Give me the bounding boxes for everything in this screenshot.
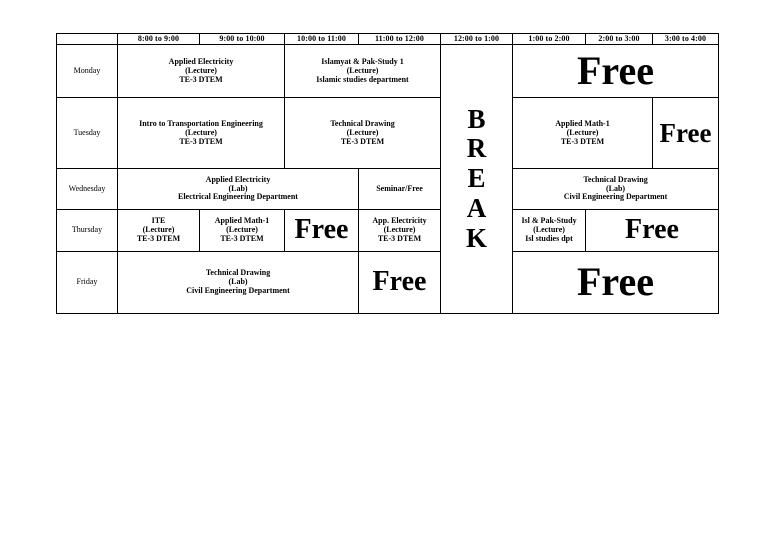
day-wednesday: Wednesday	[57, 169, 118, 209]
course-type: (Lecture)	[383, 224, 416, 234]
tue-technical-drawing	[285, 98, 441, 169]
course-name: Technical Drawing	[330, 119, 395, 129]
course-location: TE-3 DTEM	[340, 136, 385, 146]
day-thursday: Thursday	[57, 209, 118, 251]
course-name: Applied Electricity	[168, 56, 234, 66]
course-name: Technical Drawing	[583, 174, 648, 184]
course-location: TE-3 DTEM	[136, 233, 181, 243]
course-location: Electrical Engineering Department	[178, 192, 298, 202]
thu-app-electricity	[359, 209, 441, 251]
row-thursday	[57, 209, 719, 251]
timetable	[56, 33, 719, 314]
mon-islamiyat	[285, 45, 441, 98]
mon-applied-electricity	[118, 45, 285, 98]
header-12-1: 12:00 to 1:00	[441, 34, 513, 45]
course-type: (Lecture)	[346, 127, 379, 137]
thu-applied-math	[200, 209, 285, 251]
header-9-10: 9:00 to 10:00	[200, 34, 285, 45]
course-type: (Lecture)	[226, 224, 258, 234]
course-type: (Lecture)	[142, 224, 175, 234]
course-type: (Lecture)	[566, 127, 599, 137]
header-8-9: 8:00 to 9:00	[118, 34, 200, 45]
break-column	[441, 45, 513, 314]
course-type: (Lecture)	[185, 65, 217, 75]
course-location: TE-3 DTEM	[560, 136, 605, 146]
wed-applied-electricity-lab	[118, 169, 359, 209]
course-name: Applied Electricity	[205, 174, 271, 184]
row-tuesday	[57, 98, 719, 169]
day-monday: Monday	[57, 45, 118, 98]
row-monday	[57, 45, 719, 98]
header-3-4: 3:00 to 4:00	[653, 34, 719, 45]
tue-intro-transportation	[118, 98, 285, 169]
break-letter: R	[466, 133, 487, 164]
course-name: ITE	[151, 215, 166, 225]
thu-isl-pak-study	[513, 209, 586, 251]
thu-ite	[118, 209, 200, 251]
course-name: Applied Math-1	[214, 215, 270, 225]
thu-free-morning: Free	[285, 209, 359, 251]
course-location: Civil Engineering Department	[186, 285, 290, 295]
fri-technical-drawing-lab	[118, 251, 359, 313]
header-2-3: 2:00 to 3:00	[586, 34, 653, 45]
day-friday: Friday	[57, 251, 118, 313]
course-location: Civil Engineering Department	[563, 192, 668, 202]
course-type: (Lecture)	[346, 65, 379, 75]
break-letter: E	[467, 163, 486, 194]
course-location: TE-3 DTEM	[220, 233, 264, 243]
course-name: Intro to Transportation Engineering	[139, 119, 263, 129]
course-location: TE-3 DTEM	[179, 74, 223, 84]
break-letter: B	[467, 103, 486, 134]
course-name: Islamyat & Pak-Study 1	[321, 56, 404, 66]
course-name: Technical Drawing	[205, 268, 271, 278]
course-location: TE-3 DTEM	[179, 136, 223, 146]
tue-free: Free	[653, 98, 719, 169]
course-location: Islamic studies department	[316, 74, 409, 84]
break-letter: A	[466, 192, 487, 223]
header-corner	[57, 34, 118, 45]
course-type: (Lab)	[605, 183, 626, 193]
thu-free-afternoon: Free	[586, 209, 719, 251]
row-friday	[57, 251, 719, 313]
mon-free: Free	[513, 45, 719, 98]
day-tuesday: Tuesday	[57, 98, 118, 169]
tue-applied-math	[513, 98, 653, 169]
course-name: Applied Math-1	[555, 119, 610, 129]
break-letter: K	[465, 222, 487, 253]
header-1-2: 1:00 to 2:00	[513, 34, 586, 45]
wed-seminar: Seminar/Free	[359, 169, 441, 209]
header-11-12: 11:00 to 12:00	[359, 34, 441, 45]
fri-free-afternoon: Free	[513, 251, 719, 313]
course-location: Isl studies dpt	[525, 233, 573, 243]
course-type: (Lab)	[228, 276, 248, 286]
course-name: App. Electricity	[372, 215, 427, 225]
course-location: TE-3 DTEM	[377, 233, 422, 243]
row-wednesday	[57, 169, 719, 209]
fri-free-morning: Free	[359, 251, 441, 313]
wed-technical-drawing-lab	[513, 169, 719, 209]
course-type: (Lecture)	[185, 127, 217, 137]
course-type: (Lecture)	[533, 224, 565, 234]
header-row	[57, 34, 719, 45]
course-type: (Lab)	[228, 183, 248, 193]
header-10-11: 10:00 to 11:00	[285, 34, 359, 45]
course-name: Isl & Pak-Study	[521, 215, 577, 225]
